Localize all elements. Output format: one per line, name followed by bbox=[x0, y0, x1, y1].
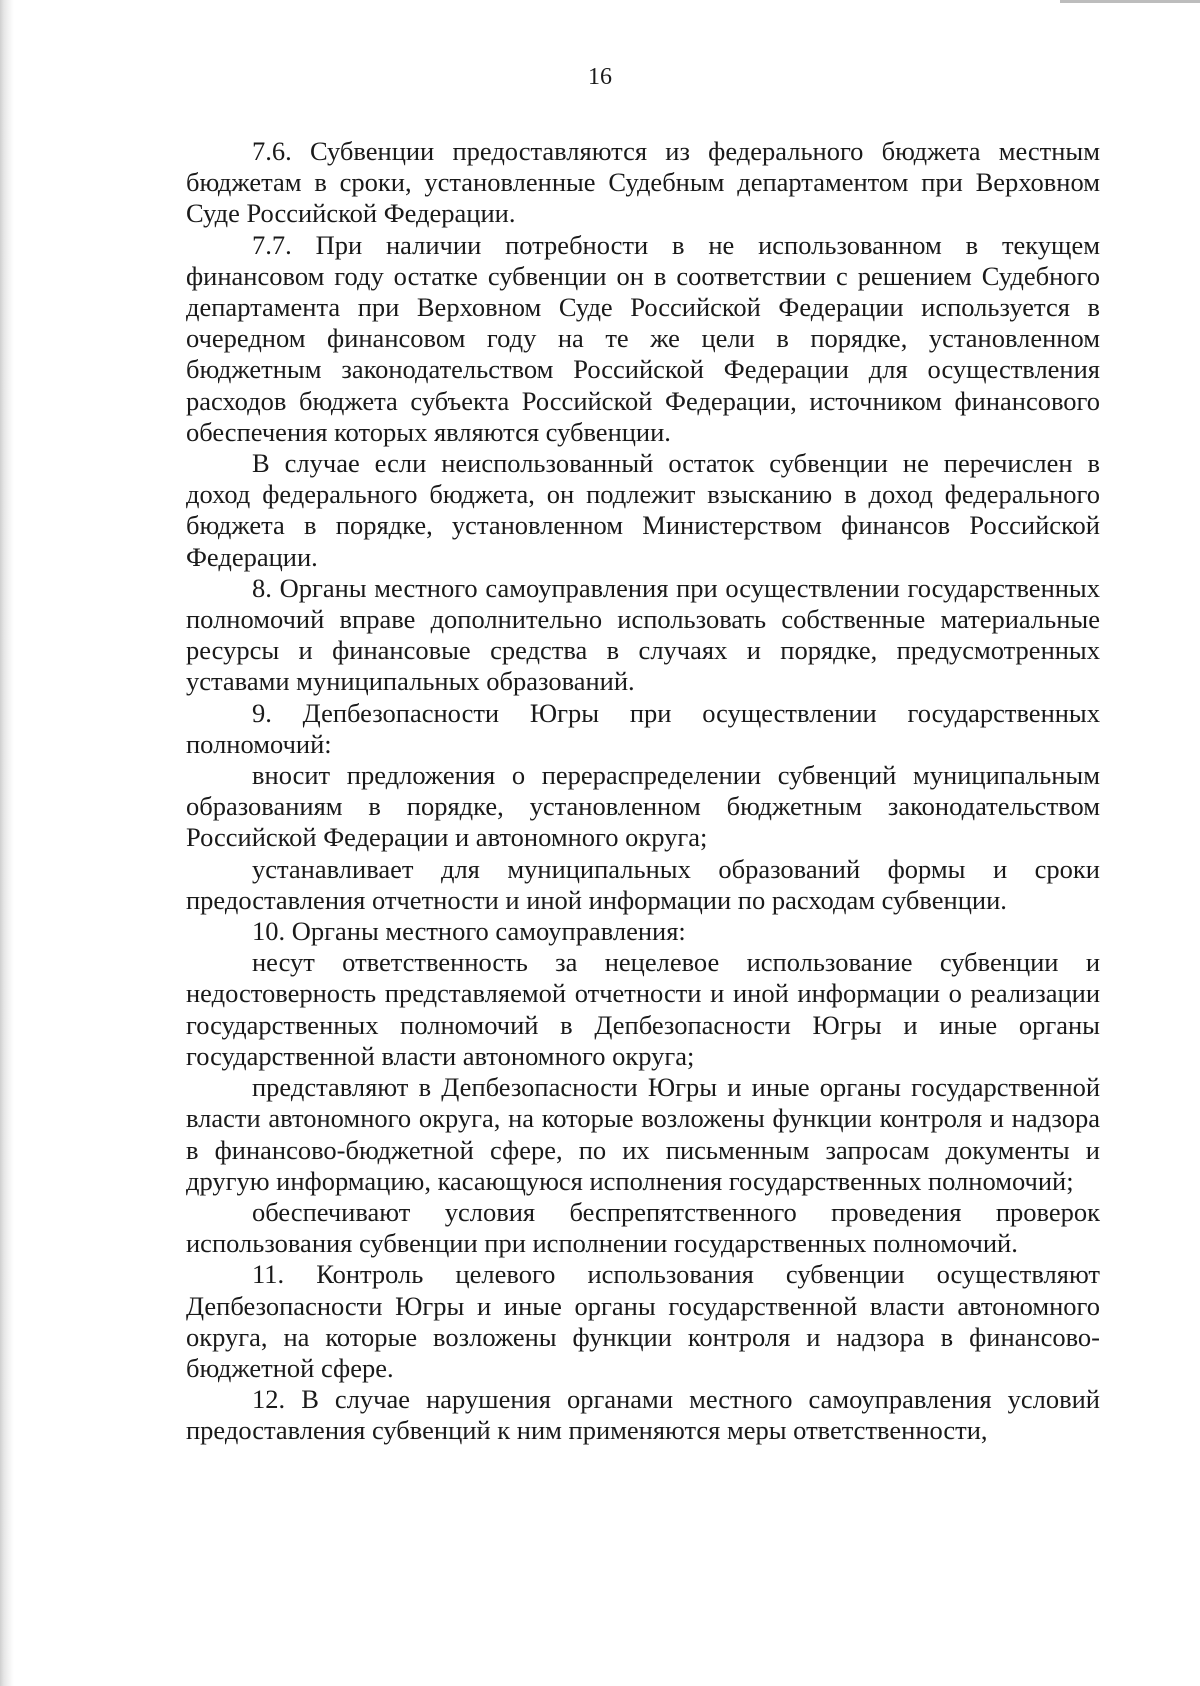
paragraph-9-item-2: устанавливает для муниципальных образований формы и сроки предоставления отчетности и иной информации по расходам субвенции. bbox=[186, 853, 1100, 915]
paragraph-7-7: 7.7. При наличии потребности в не использованном в текущем финансовом году остатке субвенции он в соответствии с решением Судебного департамента при Верховном Суде Российской Федерации используется в очередном финансовом году на те же цели в порядке, установленном бюджетным законодательством Российской Федерации для осуществления расходов бюджета субъекта Российской Федерации, источником финансового обеспечения которых являются субвенции. bbox=[186, 229, 1100, 447]
paragraph-8: 8. Органы местного самоуправления при осуществлении государственных полномочий вправе дополнительно использовать собственные материальные ресурсы и финансовые средства в случаях и порядке, предусмотренных уставами муниципальных образований. bbox=[186, 572, 1100, 697]
page-number: 16 bbox=[588, 64, 612, 90]
paragraph-7-6: 7.6. Субвенции предоставляются из федерального бюджета местным бюджетам в сроки, установленные Судебным департаментом при Верховном Суде Российской Федерации. bbox=[186, 136, 1100, 229]
scan-edge-top bbox=[1060, 0, 1200, 3]
paragraph-7-7-remainder: В случае если неиспользованный остаток субвенции не перечислен в доход федерального бюджета, он подлежит взысканию в доход федерального бюджета в порядке, установленном Министерством финансов Российской Федерации. bbox=[186, 448, 1100, 572]
paragraph-10-item-1: несут ответственность за нецелевое использование субвенции и недостоверность представляемой отчетности и иной информации о реализации государственных полномочий в Депбезопасности Югры и иные органы государственной власти автономного округа; bbox=[186, 947, 1100, 1071]
paragraph-9: 9. Депбезопасности Югры при осуществлении государственных полномочий: bbox=[186, 697, 1100, 759]
paragraph-10: 10. Органы местного самоуправления: bbox=[252, 916, 686, 947]
paragraph-11: 11. Контроль целевого использования субвенции осуществляют Депбезопасности Югры и иные органы государственной власти автономного округа, на которые возложены функции контроля и надзора в финансово-бюджетной сфере. bbox=[186, 1259, 1100, 1383]
paragraph-12: 12. В случае нарушения органами местного самоуправления условий предоставления субвенций к ним применяются меры ответственности, bbox=[186, 1384, 1100, 1446]
page-body bbox=[186, 136, 1100, 1447]
scan-edge-left bbox=[0, 0, 14, 1686]
paragraph-9-item-1: вносит предложения о перераспределении субвенций муниципальным образованиям в порядке, установленном бюджетным законодательством Российской Федерации и автономного округа; bbox=[186, 760, 1100, 853]
paragraph-10-item-3: обеспечивают условия беспрепятственного проведения проверок использования субвенции при исполнении государственных полномочий. bbox=[186, 1196, 1100, 1259]
paragraph-10-item-2: представляют в Депбезопасности Югры и иные органы государственной власти автономного округа, на которые возложены функции контроля и надзора в финансово-бюджетной сфере, по их письменным запросам документы и другую информацию, касающуюся исполнения государственных полномочий; bbox=[186, 1072, 1100, 1196]
